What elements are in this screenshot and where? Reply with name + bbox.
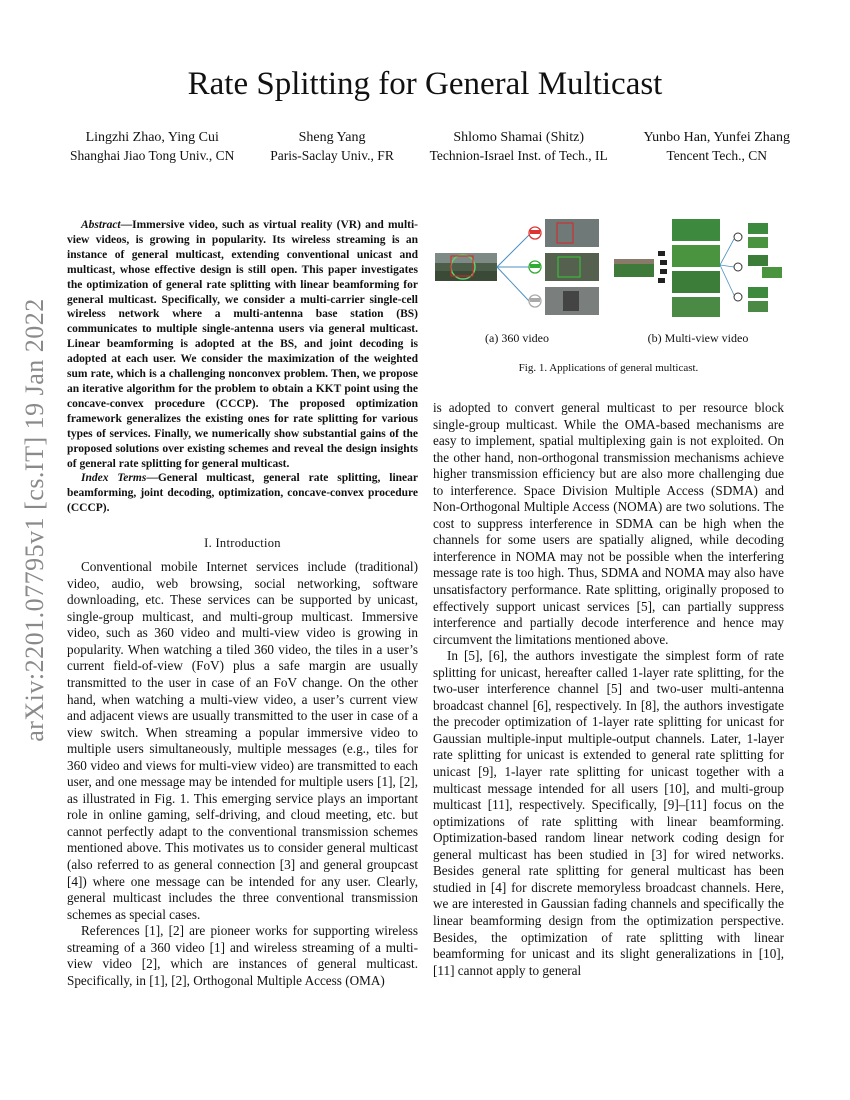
user-view-2a (748, 255, 768, 266)
author-names: Sheng Yang (298, 130, 366, 145)
author-group-1 (70, 129, 234, 165)
author-affiliation: Paris-Saclay Univ., FR (270, 148, 394, 163)
tiled-frame-2 (545, 253, 599, 281)
user-view-3b (748, 301, 768, 312)
multi-view-illustration (612, 215, 784, 320)
user-vr-icon-green (529, 261, 541, 273)
left-column (67, 218, 418, 989)
arxiv-sidebar-stamp (15, 285, 55, 755)
user-view-2b (762, 267, 782, 278)
abstract-text: —Immersive video, such as virtual reality (VR) and multi-view videos, is growing in popularity. Its wireless streaming is an instance of general multicast, extending conventional unicast and multicast, whose effective design is still open. This paper investigates the optimization of general rate splitting with linear beamforming for general multicast. Specifically, we consider a multi-carrier single-cell wireless network where a multi-antenna base station (BS) communicates to multiple single-antenna users via general multicast. Linear beamforming is adopted at the BS, and joint decoding is adopted at each user. We consider the maximization of the weighted sum rate, which is a challenging nonconvex problem. Then, we propose an iterative algorithm for the problem to obtain a KKT point using the concave-convex procedure (CCCP). The proposed optimization framework generalizes the existing ones for rate splitting for various types of services. Finally, we numerically show substantial gains of the proposed solutions over existing schemes and reveal the design insights of general rate splitting for general multicast. (67, 219, 418, 470)
author-group-2 (270, 129, 394, 165)
abstract-label: Abstract (81, 219, 121, 231)
user-vr-icon-gray (529, 295, 541, 307)
index-terms (67, 471, 418, 516)
author-names: Yunbo Han, Yunfei Zhang (643, 130, 790, 145)
arxiv-id: arXiv:2201.07795v1 [cs.IT] 19 Jan 2022 (20, 298, 50, 742)
view-frame-2 (672, 245, 720, 267)
camera-icons (658, 251, 667, 283)
user-icon-1 (734, 233, 742, 241)
author-names: Shlomo Shamai (Shitz) (453, 130, 585, 145)
author-block (70, 129, 790, 165)
figure-1 (433, 215, 784, 374)
author-affiliation: Shanghai Jiao Tong Univ., CN (70, 148, 235, 163)
body-paragraph: In [5], [6], the authors investigate the simplest form of rate splitting for unicast, hereafter called 1-layer rate splitting, for the two-user interference channel [5] and two-user multi-antenna broadcast channel [6], respectively. In [8], the authors investigate the precoder optimization of 1-layer rate splitting for unicast for Gaussian multiple-input multiple-output channels. Later, 1-layer rate splitting for unicast is extended to general rate splitting for unicast [9], 1-layer rate splitting for unicast together with a multicast message intended for all users [10], and multi-group multicast [11], respectively. Specifically, [9]–[11] focus on the optimizations of rate splitting with linear beamforming. Optimization-based random linear network coding design for general multicast has been studied in [3] for wired networks. Besides general rate splitting for general multicast has been studied in [4] for discrete memoryless broadcast channels. Here, we are interested in Gaussian fading channels and specifically the linear beamforming design from the optimization perspective. Besides, the optimization of rate splitting with linear beamforming for unicast and its slight generalizations in [10], [11] cannot apply to general (433, 648, 784, 978)
360-video-illustration (433, 215, 601, 320)
figure-caption: Fig. 1. Applications of general multicast. (518, 362, 699, 374)
subcaption-a: (a) 360 video (485, 331, 549, 345)
user-view-1b (748, 237, 768, 248)
body-paragraph: References [1], [2] are pioneer works for supporting wireless streaming of a 360 video [1] and wireless streaming of a multi-view video [2], which are instances of general multicast. Specifically, in [1], [2], Orthogonal Multiple Access (OMA) (67, 923, 418, 988)
subfigure-a (433, 215, 601, 346)
view-frame-4 (672, 297, 720, 317)
body-paragraph: is adopted to convert general multicast to per resource block single-group multicast. While the OMA-based mechanisms are easy to implement, spatial multiplexing gain is not exploited. On the other hand, non-orthogonal transmission mechanisms achieve higher transmission efficiency but are also more challenging due to interference. Space Division Multiple Access (SDMA) and Non-Orthogonal Multiple Access (NOMA) are two solutions. The cost to suppress interference in SDMA can be high when the channels for some users are spatially aligned, while decoding interference in NOMA may not be possible when the interfering message rate is too high. Thus, SDMA and NOMA may also have unsatisfactory performance. Rate splitting, originally proposed to effectively support unicast services [5], can partially suppress interference and partially decode interference and hence may circumvent the limitations mentioned above. (433, 400, 784, 647)
user-vr-icon-red (529, 227, 541, 239)
index-terms-text: —General multicast, general rate splitting, linear beamforming, joint decoding, optimization, concave-convex procedure (CCCP). (67, 472, 418, 515)
subcaption-b: (b) Multi-view video (647, 331, 749, 345)
author-group-3 (430, 129, 608, 165)
paper-title: Rate Splitting for General Multicast (187, 66, 663, 102)
author-names: Lingzhi Zhao, Ying Cui (85, 130, 219, 145)
user-view-3a (748, 287, 768, 298)
view-frame-3 (672, 271, 720, 293)
abstract (67, 218, 418, 471)
tiled-frame-3 (545, 287, 599, 315)
body-paragraph: Conventional mobile Internet services include (traditional) video, audio, web browsing, social networking, software downloading, etc. These services can be supported by unicast, single-group multicast, and multi-group multicast. Immersive video, such as 360 video and multi-view video is growing in popularity. When watching a tiled 360 video, the tiles in a user’s current field-of-view (FoV) plus a safe margin are usually transmitted to the user in case of an FoV change. On the other hand, when watching a multi-view video, a user’s current view and adjacent views are usually transmitted to the user in case of a view switch. When streaming a popular immersive video to multiple users simultaneously, multiple messages (e.g., tiles for 360 video and views for multi-view video) are transmitted to each user, and one message may be intended for multiple users [1], [2], as illustrated in Fig. 1. This emerging service plays an important role in online gaming, self-driving, and cloud meeting, etc. but cannot perfectly adapt to the conventional transmission schemes mentioned above. This motivates us to consider general multicast (also referred to as general connection [3] and general groupcast [4]) where one message can be intended for any user. Clearly, general multicast includes the three conventional transmission schemes as special cases. (67, 559, 418, 922)
subfigure-b (612, 215, 784, 346)
author-affiliation: Technion-Israel Inst. of Tech., IL (429, 148, 608, 163)
author-affiliation: Tencent Tech., CN (666, 148, 768, 163)
user-view-1a (748, 223, 768, 234)
right-column (433, 400, 784, 979)
author-group-4 (644, 129, 790, 165)
user-icon-3 (734, 293, 742, 301)
view-frame-1 (672, 219, 720, 241)
section-heading: I. Introduction (204, 536, 281, 551)
index-terms-label: Index Terms (81, 472, 147, 485)
user-icon-2 (734, 263, 742, 271)
tiled-frame-1 (545, 219, 599, 247)
